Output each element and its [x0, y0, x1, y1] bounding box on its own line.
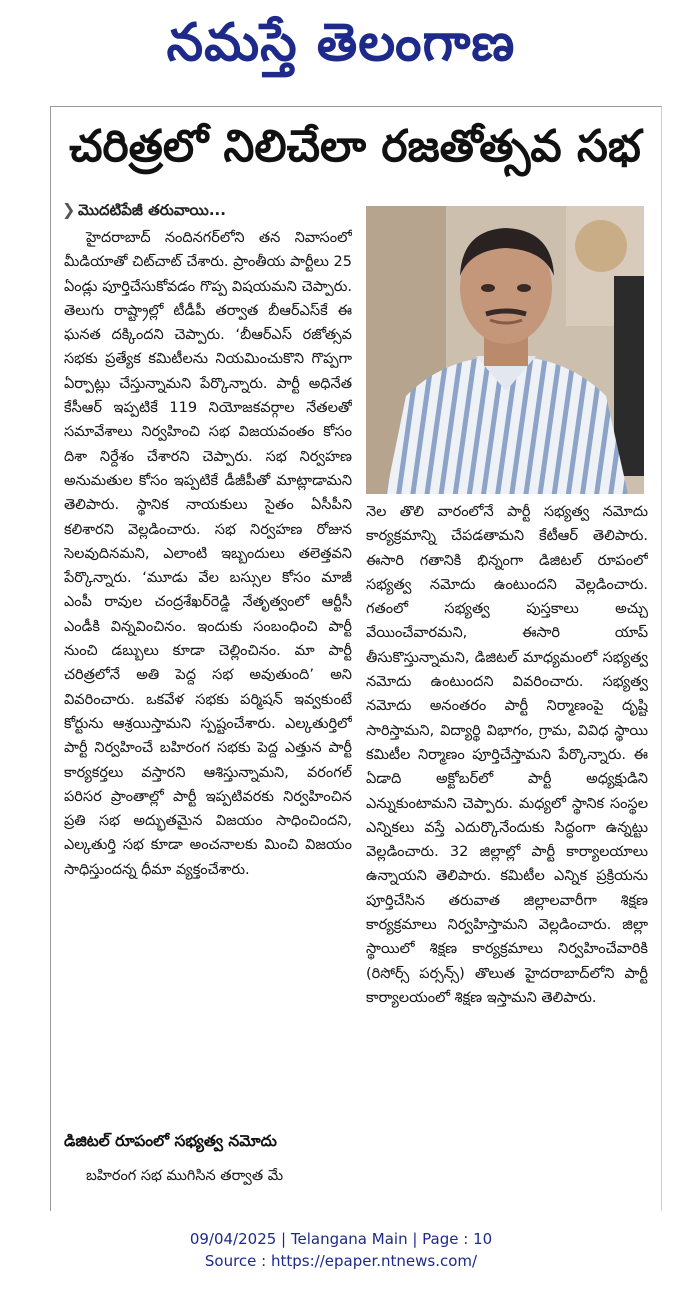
article-headline: చరిత్రలో నిలిచేలా రజతోత్సవ సభ: [69, 121, 641, 172]
portrait-illustration: [366, 206, 644, 494]
column-2-paragraph: నెల తొలి వారంలోనే పార్టీ సభ్యత్వ నమోదు కార్యక్రమాన్ని చేపడతామని కేటీఆర్ తెలిపారు. ఈసారి గతానికి భిన్నంగా డిజిటల్ రూపంలో సభ్యత్వ నమోదు ఉంటుందని వెల్లడించారు. గతంలో సభ్యత్వ పుస్తకాలు అచ్చు వేయించేవారమని, ఈసారి యాప్ తీసుకొస్తున్నామని, డిజిటల్ మాధ్యమంలో సభ్యత్వ నమోదు ఉంటుందని వివరించారు. సభ్యత్వ నమోదు అనంతరం పార్టీ నిర్మాణంపై దృష్టి సారిస్తామని, విద్యార్థి విభాగం, గ్రామ, వివిధ స్థాయి కమిటీల నిర్మాణం పూర్తిచేస్తామని పేర్కొన్నారు. ఈ ఏడాది అక్టోబర్‌లో పార్టీ అధ్యక్షుడిని ఎన్నుకుంటామని చెప్పారు. మధ్యలో స్థానిక సంస్థల ఎన్నికలు వస్తే ఎదుర్కొనేందుకు సిద్ధంగా ఉన్నట్టు వెల్లడించారు. 32 జిల్లాల్లో పార్టీ కార్యాలయాలు ఉన్నాయని తెలిపారు. కమిటీల ఎన్నిక ప్రక్రియను పూర్తిచేసిన తరువాత జిల్లాలవారీగా శిక్షణ కార్యక్రమాలు నిర్వహిస్తామని వెల్లడించారు. జిల్లా స్థాయిలో శిక్షణ కార్యక్రమాలు నిర్వహించేవారికి (రిసోర్స్ పర్సన్స్) తొలుత హైదరాబాద్‌లోని పార్టీ కార్యాలయంలో శిక్షణ ఇస్తామని తెలిపారు.: [366, 504, 648, 1006]
masthead-title: నమస్తే తెలంగాణ: [166, 12, 516, 73]
article-subheading: డిజిటల్ రూపంలో సభ్యత్వ నమోదు: [64, 1132, 277, 1150]
footer-source-line: Source : https://epaper.ntnews.com/: [204, 1252, 478, 1270]
article-column-1: [64, 226, 352, 1096]
masthead: [0, 0, 682, 90]
column-1-tail: బహిరంగ సభ ముగిసిన తర్వాత మే: [86, 1168, 284, 1184]
footer-date-line: 09/04/2025 | Telangana Main | Page : 10: [189, 1230, 493, 1248]
article-photo: [366, 206, 644, 494]
page-footer: [0, 1228, 682, 1272]
continuation-kicker: [62, 198, 352, 222]
column-1-paragraph: హైదరాబాద్ నందినగర్‌లోని తన నివాసంలో మీడియాతో చిట్‌చాట్ చేశారు. ప్రాంతీయ పార్టీలు 25 ఏండ్లు పూర్తిచేసుకోవడం గొప్ప విషయమని చెప్పారు. తెలుగు రాష్ట్రాల్లో టీడీపీ తర్వాత బీఆర్‌ఎస్‌కే ఈ ఘనత దక్కిందని చెప్పారు. ‘బీఆర్‌ఎస్ రజోత్సవ సభకు ప్రత్యేక కమిటీలను నియమించుకొని గొప్పగా ఏర్పాట్లు చేస్తున్నామని పేర్కొన్నారు. పార్టీ అధినేత కేసీఆర్ ఇప్పటికే 119 నియోజకవర్గాల నేతలతో సమావేశాలు నిర్వహించి సభ విజయవంతం కోసం దిశా నిర్దేశం చేశారని చెప్పారు. సభ నిర్వహణ అనుమతుల కోసం ఇప్పటికే డీజీపీతో మాట్లాడామని తెలిపారు. స్థానిక నాయకులు సైతం ఏసీపీని కలిశారని వెల్లడించారు. సభ నిర్వహణ రోజున సెలవుదినమని, ఎలాంటి ఇబ్బందులు తలెత్తవని పేర్కొన్నారు. ‘మూడు వేల బస్సుల కోసం మాజీ ఎంపీ రావుల చంద్రశేఖర్‌రెడ్డి నేతృత్వంలో ఆర్టీసీ ఎండీకి విన్నవించినం. ఇందుకు సంబంధించి పార్టీ నుంచి డబ్బులు కూడా చెల్లించినం. మా పార్టీ చరిత్రలోనే అతి పెద్ద సభ అవుతుంది’ అని వివరించారు. ఒకవేళ సభకు పర్మిషన్ ఇవ్వకుంటే కోర్టును ఆశ్రయిస్తామని స్పష్టంచేశారు. ఎల్కతుర్తిలో పార్టీ నిర్వహించే బహిరంగ సభకు పెద్ద ఎత్తున పార్టీ కార్యకర్తలు వస్తారని ఆశిస్తున్నామని, వరంగల్ పరిసర ప్రాంతాల్లో పార్టీ ఇప్పటివరకు నిర్వహించిన ప్రతి సభ అద్భుతమైన విజయం సాధించిందని, ఎల్కతుర్తి సభ కూడా అంచనాలకు మించి విజయం సాధిస్తుందన్న ధీమా వ్యక్తంచేశారు.: [64, 230, 352, 878]
article-column-2: [366, 500, 648, 1205]
chevron-right-icon: ❯: [62, 200, 76, 219]
kicker-text: మొదటిపేజీ తరువాయి...: [78, 201, 226, 219]
